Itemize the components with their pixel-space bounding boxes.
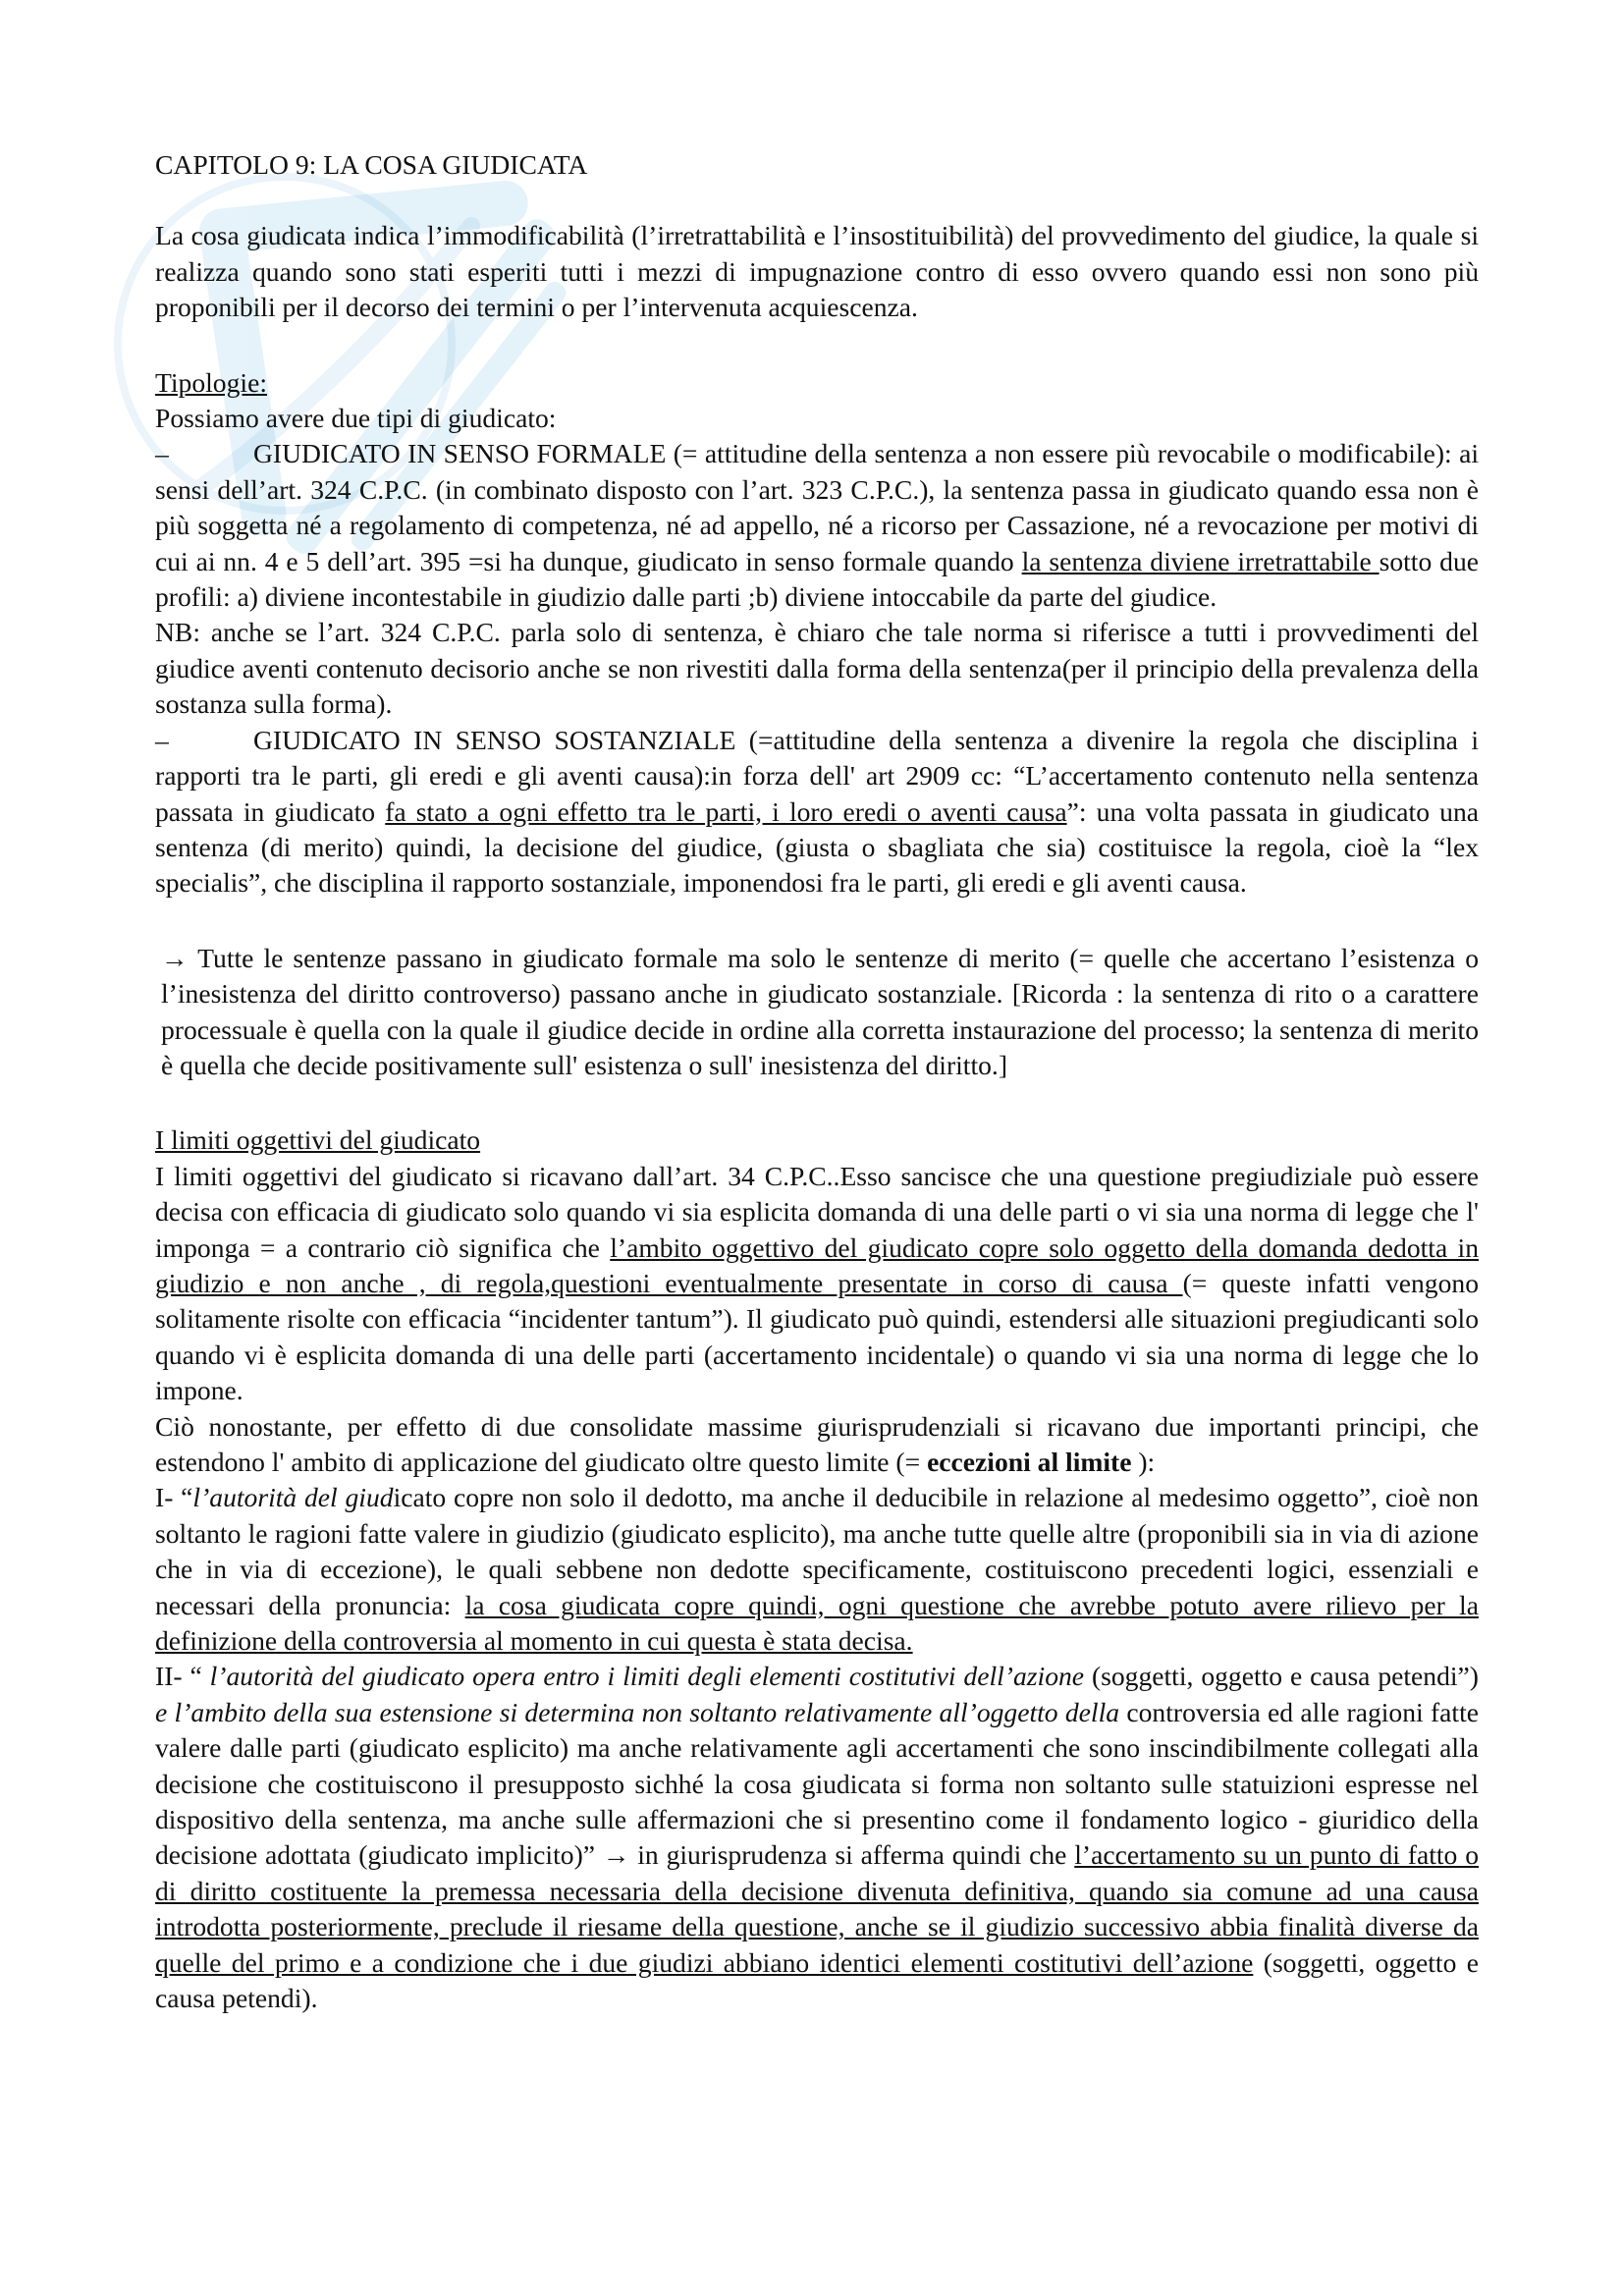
list-dash: – bbox=[155, 724, 169, 755]
limiti-paragraph-2: Ciò nonostante, per effetto di due consolidate massime giurisprudenziali si ricavano due importanti principi, che estendono l' ambito di applicazione del giudicato oltre questo limite (= eccezioni al limite ): bbox=[155, 1410, 1479, 1477]
italic-text: e l’ambito della sua estensione si determina non soltanto relativamente all’oggetto della bbox=[155, 1696, 1120, 1727]
giudicato-formale-paragraph: – GIUDICATO IN SENSO FORMALE (= attitudine della sentenza a non essere più revocabile o modificabile): ai sensi dell’art. 324 C.P.C. (in combinato disposto con l’art. 323 C.P.C.), la sentenza passa in giudicato quando essa non è più soggetta né a regolamento di competenza, né ad appello, né a ricorso per Cassazione, né a revocazione per motivi di cui ai nn. 4 e 5 dell’art. 395 =si ha dunque, giudicato in senso formale quando la sentenza diviene irretrattabile sotto due profili: a) diviene incontestabile in giudizio dalle parti ;b) diviene intoccabile da parte del giudice. bbox=[155, 438, 1479, 613]
underlined-text: fa stato a ogni effetto tra le parti, i loro eredi o aventi causa bbox=[385, 795, 1067, 827]
arrow-note-paragraph: → Tutte le sentenze passano in giudicato formale ma solo le sentenze di merito (= quelle che accertano l’esistenza o l’inesistenza del diritto controverso) passano anche in giudicato sostanziale. [Ricorda : la sentenza di rito o a carattere processuale è quella con la quale il giudice decide in ordine alla corretta instaurazione del processo; la sentenza di merito è quella che decide positivamente sull' esistenza o sull' inesistenza del diritto.] bbox=[161, 942, 1479, 1080]
limiti-paragraph-1: I limiti oggettivi del giudicato si ricavano dall’art. 34 C.P.C..Esso sancisce che una questione pregiudiziale può essere decisa con efficacia di giudicato solo quando vi sia esplicita domanda di una delle parti o vi sia una norma di legge che l' imponga = a contrario ciò significa che l’ambito oggettivo del giudicato copre solo oggetto della domanda dedotta in giudizio e non anche , di regola,questioni eventualmente presentate in corso di causa (= queste infatti vengono solitamente risolte con efficacia “incidenter tantum”). Il giudicato può quindi, estendersi alle situazioni pregiudicanti solo quando vi è esplicita domanda di una delle parti (accertamento incidentale) o quando vi sia una norma di legge che lo impone. bbox=[155, 1160, 1479, 1406]
principle-ii-paragraph: II- “ l’autorità del giudicato opera entro i limiti degli elementi costitutivi dell’azione (soggetti, oggetto e causa petendi”) e l’ambito della sua estensione si determina non soltanto relativamente all’oggetto della controversia ed alle ragioni fatte valere dalle parti (giudicato esplicito) ma anche relativamente agli accertamenti che sono inscindibilmente collegati alla decisione che costituiscono il presupposto sichhé la cosa giudicata si forma non soltanto sulle statuizioni espresse nel dispositivo della sentenza, ma anche sulle affermazioni che si presentino come il fondamento logico - giuridico della decisione adottata (giudicato implicito)” → in giurisprudenza si afferma quindi che l’accertamento su un punto di fatto o di diritto costituente la premessa necessaria della decisione divenuta definitiva, quando sia comune ad una causa introdotta posteriormente, preclude il riesame della questione, anche se il giudizio successivo abbia finalità diverse da quelle del primo e a condizione che i due giudizi abbiano identici elementi costitutivi dell’azione (soggetti, oggetto e causa petendi). bbox=[155, 1661, 1480, 2014]
underlined-text: la sentenza diviene irretrattabile bbox=[1021, 545, 1380, 576]
nb-paragraph: NB: anche se l’art. 324 C.P.C. parla solo di sentenza, è chiaro che tale norma si riferisce a tutti i provvedimenti del giudice aventi contenuto decisorio anche se non rivestiti dalla forma della sentenza(per il principio della prevalenza della sostanza sulla forma). bbox=[155, 617, 1479, 720]
list-dash: – bbox=[155, 438, 169, 469]
tipologie-heading: Tipologie: bbox=[155, 366, 267, 398]
italic-text: l’autorità del giud bbox=[192, 1482, 394, 1513]
principle-i-paragraph: I- “l’autorità del giudicato copre non solo il dedotto, ma anche il deducibile in relazione al medesimo oggetto”, cioè non soltanto le ragioni fatte valere in giudizio (giudicato esplicito), ma anche tutte quelle altre (proponibili sia in via di azione che in via di eccezione), le quali sebbene non dedotte specificamente, costituiscono precedenti logici, essenziali e necessari della pronuncia: la cosa giudicata copre quindi, ogni questione che avrebbe potuto avere rilievo per la definizione della controversia al momento in cui questa è stata decisa. bbox=[155, 1482, 1479, 1657]
bold-text: eccezioni al limite bbox=[927, 1447, 1132, 1477]
limiti-heading: I limiti oggettivi del giudicato bbox=[155, 1124, 481, 1156]
chapter-title: CAPITOLO 9: LA COSA GIUDICATA bbox=[155, 149, 588, 180]
underlined-text: l’accertamento su un punto di fatto o di diritto costituente la premessa necessaria della decisione divenuta definitiva, quando sia comune ad una causa introdotta posteriormente, preclude il riesame della questione, anche se il giudizio successivo abbia finalità diverse da quelle del primo e a condizione che i due giudizi abbiano identici elementi costitutivi dell’azione bbox=[155, 1839, 1479, 1978]
italic-text: l’autorità del giudicato opera entro i limiti degli elementi costitutivi dell’azione bbox=[209, 1661, 1085, 1692]
tipologie-lead: Possiamo avere due tipi di giudicato: bbox=[155, 403, 557, 434]
underlined-text: la cosa giudicata copre quindi, ogni questione che avrebbe potuto avere rilievo per la definizione della controversia al momento in cui questa è stata decisa. bbox=[155, 1589, 1479, 1657]
document-page bbox=[155, 147, 1479, 2017]
underlined-text: l’ambito oggettivo del giudicato copre solo oggetto della domanda dedotta in giudizio e non anche , di regola,questioni eventualmente presentate in corso di causa bbox=[155, 1231, 1479, 1298]
intro-paragraph: La cosa giudicata indica l’immodificabilità (l’irretrattabilità e l’insostituibilità) del provvedimento del giudice, la quale si realizza quando sono stati esperiti tutti i mezzi di impugnazione contro di esso ovvero quando essi non sono più proponibili per il decorso dei termini o per l’intervenuta acquiescenza. bbox=[155, 220, 1479, 323]
giudicato-sostanziale-paragraph: – GIUDICATO IN SENSO SOSTANZIALE (=attitudine della sentenza a divenire la regola che disciplina i rapporti tra le parti, gli eredi e gli aventi causa):in forza dell' art 2909 cc: “L’accertamento contenuto nella sentenza passata in giudicato fa stato a ogni effetto tra le parti, i loro eredi o aventi causa”: una volta passata in giudicato una sentenza (di merito) quindi, la decisione del giudice, (giusta o sbagliata che sia) costituisce la regola, cioè la “lex specialis”, che disciplina il rapporto sostanziale, imponendosi fra le parti, gli eredi e gli aventi causa. bbox=[155, 724, 1479, 899]
